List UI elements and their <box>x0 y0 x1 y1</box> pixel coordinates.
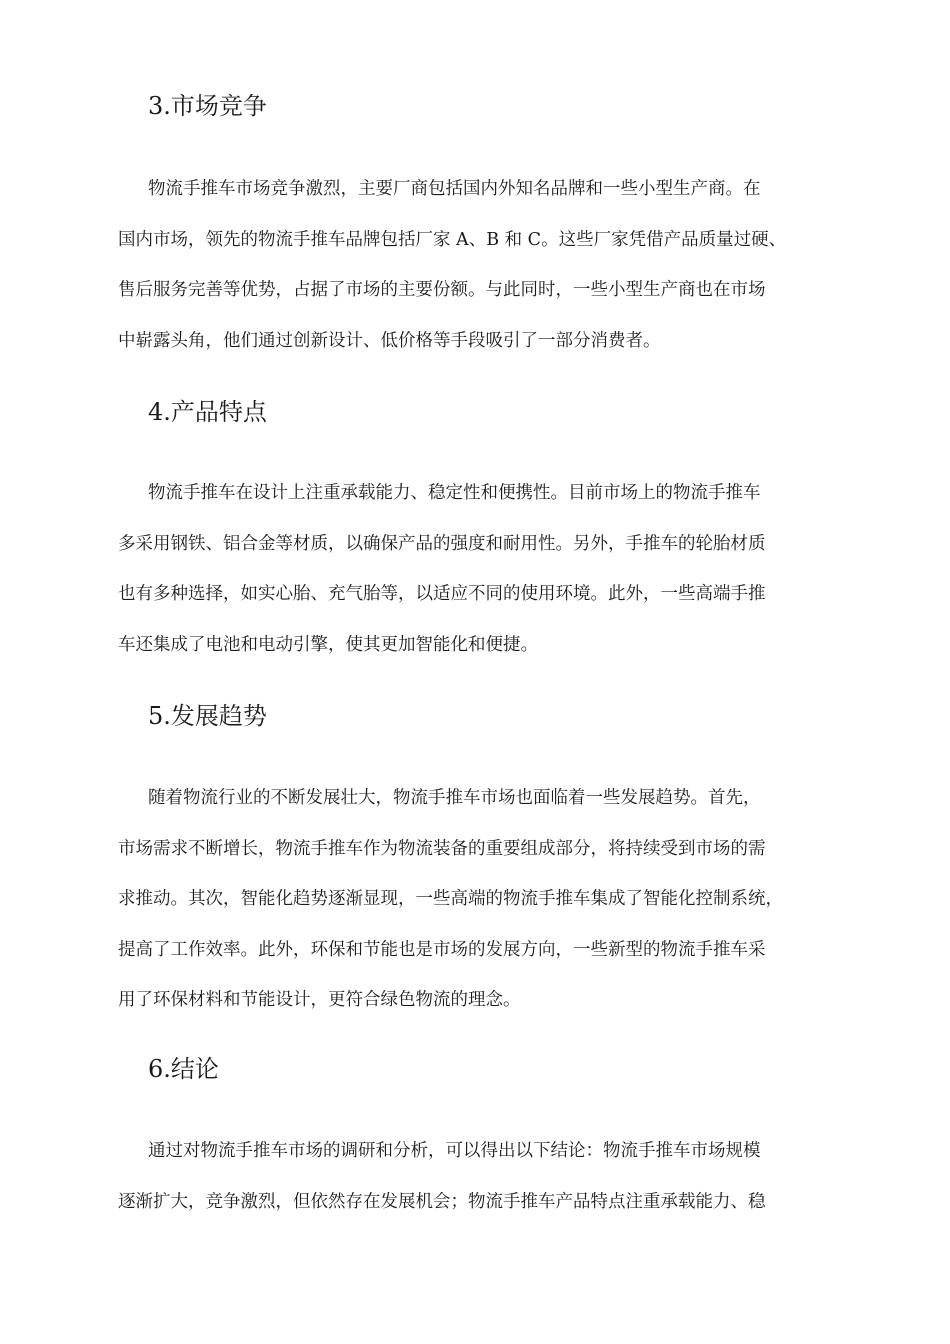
paragraph-product-features <box>118 468 838 670</box>
paragraph-line: 用了环保材料和节能设计，更符合绿色物流的理念。 <box>118 990 521 1010</box>
section-heading-product-features: 4.产品特点 <box>148 398 267 426</box>
paragraph-line: 提高了工作效率。此外，环保和节能也是市场的发展方向，一些新型的物流手推车采 <box>118 939 766 960</box>
paragraph-line: 中崭露头角，他们通过创新设计、低价格等手段吸引了一部分消费者。 <box>118 330 661 351</box>
paragraph-conclusion <box>118 1126 838 1227</box>
paragraph-line: 多采用钢铁、铝合金等材质，以确保产品的强度和耐用性。另外，手推车的轮胎材质 <box>118 533 766 554</box>
paragraph-line: 市场需求不断增长，物流手推车作为物流装备的重要组成部分，将持续受到市场的需 <box>118 838 766 859</box>
paragraph-market-competition <box>118 164 838 366</box>
paragraph-line: 车还集成了电池和电动引擎，使其更加智能化和便捷。 <box>118 634 538 655</box>
paragraph-line: 物流手推车市场竞争激烈，主要厂商包括国内外知名品牌和一些小型生产商。在 <box>148 179 761 199</box>
paragraph-line: 随着物流行业的不断发展壮大，物流手推车市场也面临着一些发展趋势。首先， <box>148 788 761 808</box>
section-heading-market-competition: 3.市场竞争 <box>148 92 267 120</box>
paragraph-development-trends <box>118 773 838 1026</box>
section-heading-development-trends: 5.发展趋势 <box>148 702 267 730</box>
paragraph-line: 通过对物流手推车市场的调研和分析，可以得出以下结论：物流手推车市场规模 <box>148 1141 761 1161</box>
paragraph-line: 售后服务完善等优势，占据了市场的主要份额。与此同时，一些小型生产商也在市场 <box>118 280 766 300</box>
paragraph-line: 物流手推车在设计上注重承载能力、稳定性和便携性。目前市场上的物流手推车 <box>148 483 761 503</box>
paragraph-line: 也有多种选择，如实心胎、充气胎等，以适应不同的使用环境。此外，一些高端手推 <box>118 584 766 604</box>
paragraph-line: 逐渐扩大，竞争激烈，但依然存在发展机会；物流手推车产品特点注重承载能力、稳 <box>118 1191 766 1212</box>
section-heading-conclusion: 6.结论 <box>148 1055 219 1083</box>
paragraph-line: 国内市场，领先的物流手推车品牌包括厂家 A、B 和 C。这些厂家凭借产品质量过硬、 <box>118 229 787 250</box>
paragraph-line: 求推动。其次，智能化趋势逐渐显现，一些高端的物流手推车集成了智能化控制系统， <box>118 889 783 909</box>
